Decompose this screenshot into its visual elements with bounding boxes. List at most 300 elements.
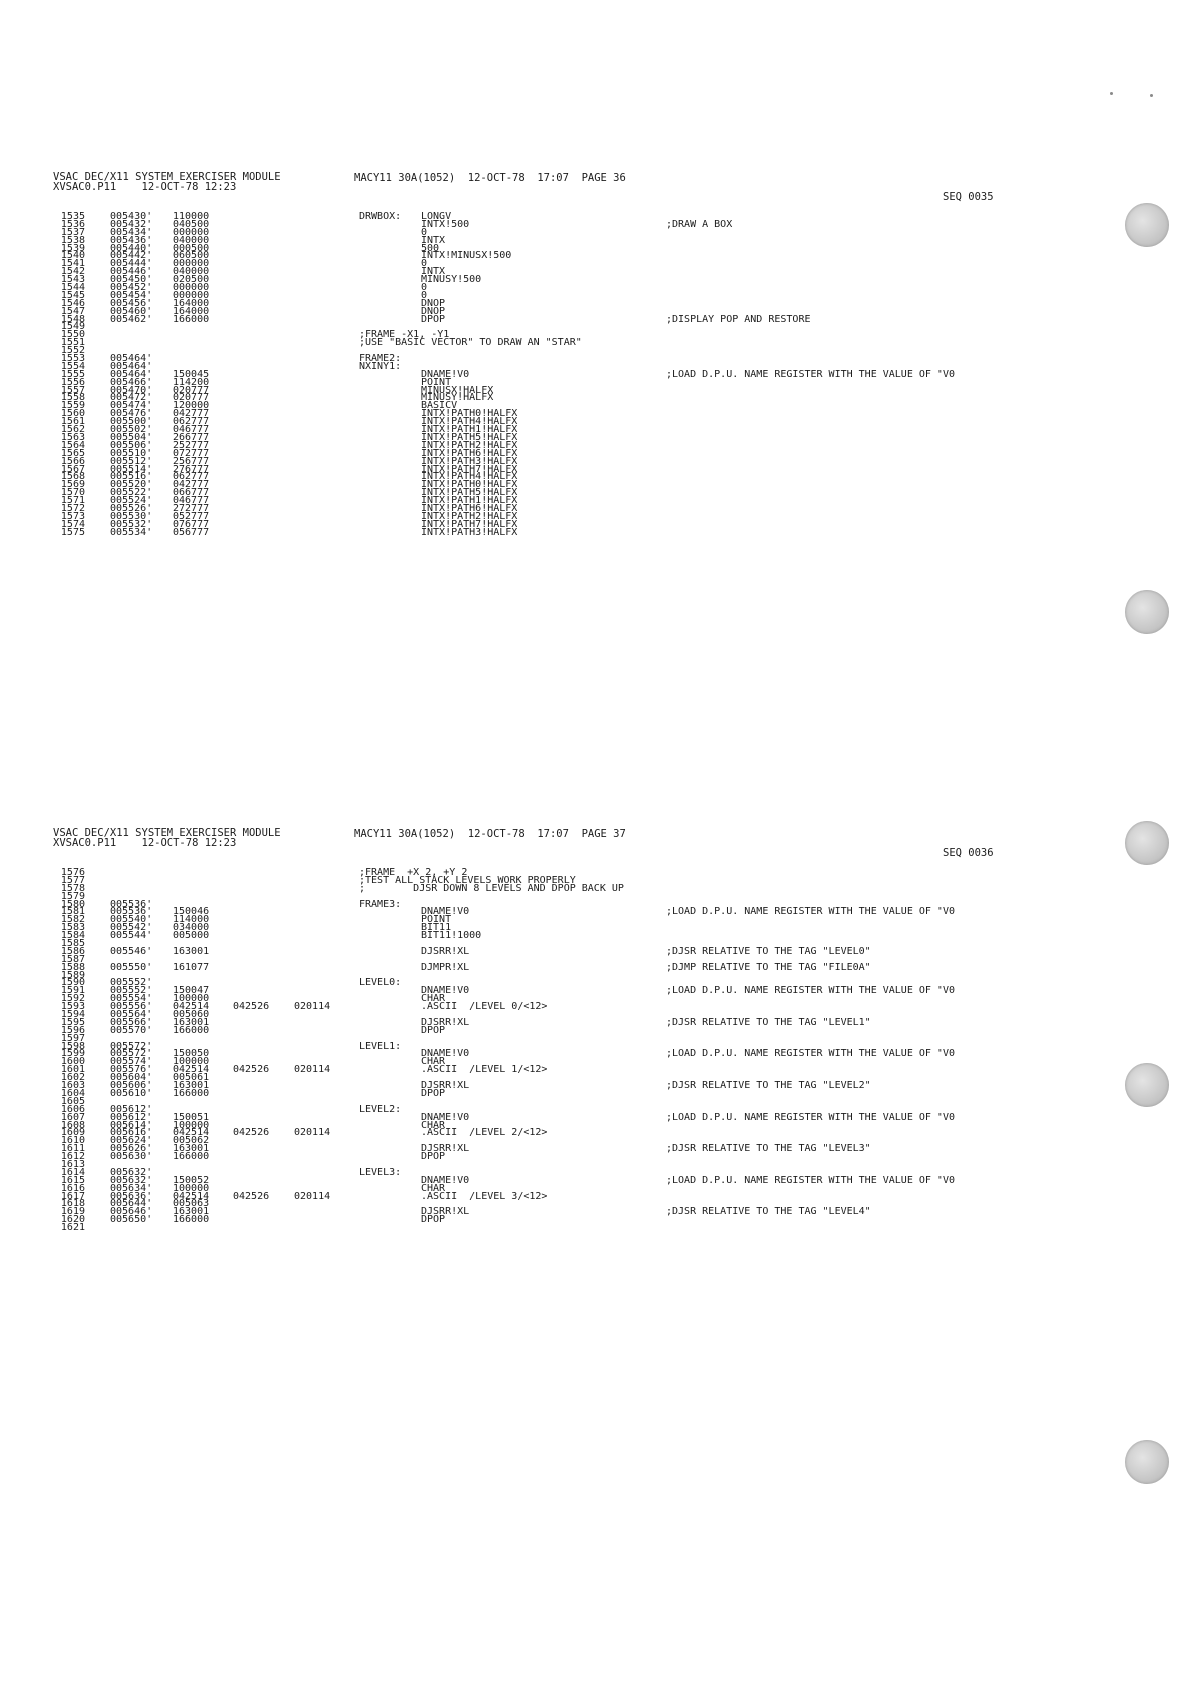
octal-word-2: 042526 (233, 1190, 270, 1202)
octal-word: 040000 (173, 234, 210, 246)
operand: DPOP (421, 1151, 446, 1163)
line-number: 1566 (60, 455, 85, 467)
listing-line (0, 932, 1190, 940)
line-number: 1576 (60, 867, 85, 878)
octal-word: 046777 (173, 424, 210, 436)
punch-hole (1125, 1063, 1169, 1107)
sequence-number: SEQ 0036 (943, 847, 994, 859)
address: 005634' (110, 1182, 153, 1194)
octal-word: 110000 (173, 211, 210, 222)
octal-word: 005060 (173, 1009, 210, 1021)
line-number: 1551 (60, 337, 85, 349)
listing-line (0, 347, 1190, 355)
code-listing (0, 213, 1190, 537)
octal-word-3: 020114 (294, 1190, 331, 1202)
line-number: 1571 (60, 495, 85, 507)
operand: INTX!PATH7!HALFX (421, 463, 518, 475)
line-number: 1558 (60, 392, 85, 404)
line-number: 1564 (60, 439, 85, 451)
line-number: 1563 (60, 431, 85, 443)
line-number: 1572 (60, 502, 85, 514)
octal-word: 034000 (173, 922, 210, 934)
operand: CHAR (421, 1182, 446, 1194)
listing-line (0, 1087, 1190, 1099)
octal-word: 163001 (173, 1143, 210, 1155)
operand: .ASCII /LEVEL 1/<12> (421, 1064, 548, 1076)
operand: CHAR (421, 1119, 446, 1131)
operand: INTX!500 (421, 218, 470, 230)
octal-word: 164000 (173, 305, 210, 317)
address: 005440' (110, 242, 153, 254)
line-number: 1582 (60, 914, 85, 926)
line-number: 1580 (60, 898, 85, 910)
octal-word: 272777 (173, 502, 210, 514)
octal-word: 150050 (173, 1048, 210, 1060)
line-number: 1542 (60, 266, 85, 278)
line-number: 1559 (60, 400, 85, 412)
operand: INTX!PATH1!HALFX (421, 424, 518, 436)
address: 005446' (110, 266, 153, 278)
line-number: 1565 (60, 447, 85, 459)
label: LEVEL2: (359, 1103, 402, 1115)
line-number: 1593 (60, 1001, 85, 1013)
octal-word: 005000 (173, 930, 210, 942)
octal-word: 052777 (173, 510, 210, 522)
address: 005502' (110, 424, 153, 436)
address: 005454' (110, 289, 153, 301)
sequence-number: SEQ 0035 (943, 191, 994, 203)
line-number: 1543 (60, 274, 85, 286)
line-number: 1568 (60, 471, 85, 483)
operand: INTX!PATH5!HALFX (421, 431, 518, 443)
octal-word: 166000 (173, 313, 210, 325)
operand: INTX!PATH3!HALFX (421, 455, 518, 467)
octal-word: 020777 (173, 384, 210, 396)
line-number: 1583 (60, 922, 85, 934)
comment: ;LOAD D.P.U. NAME REGISTER WITH THE VALUE OF "V0 (666, 985, 955, 997)
address: 005444' (110, 258, 153, 270)
address: 005572' (110, 1040, 153, 1052)
address: 005522' (110, 487, 153, 499)
address: 005570' (110, 1024, 153, 1036)
operand: 0 (421, 282, 428, 294)
operand: POINT (421, 376, 452, 388)
line-number: 1549 (60, 321, 85, 333)
line-number: 1620 (60, 1214, 85, 1226)
header-title: VSAC DEC/X11 SYSTEM EXERCISER MODULE (53, 827, 281, 839)
line-number: 1601 (60, 1064, 85, 1076)
octal-word: 005062 (173, 1135, 210, 1147)
octal-word: 114000 (173, 914, 210, 926)
operand: BIT11!1000 (421, 930, 482, 942)
listing-line (0, 331, 1190, 339)
operand: DNAME!V0 (421, 985, 470, 997)
listing-line (0, 1032, 1190, 1044)
listing-line (0, 526, 1190, 538)
line-number: 1596 (60, 1024, 85, 1036)
operand: DJSRR!XL (421, 1016, 470, 1028)
operand: DPOP (421, 1214, 446, 1226)
address: 005576' (110, 1064, 153, 1076)
line-number: 1579 (60, 890, 85, 902)
octal-word: 020500 (173, 274, 210, 286)
line-number: 1578 (60, 882, 85, 894)
address: 005614' (110, 1119, 153, 1131)
address: 005542' (110, 922, 153, 934)
operand: .ASCII /LEVEL 0/<12> (421, 1001, 548, 1013)
octal-word: 150051 (173, 1111, 210, 1123)
operand: INTX!PATH0!HALFX (421, 479, 518, 491)
operand: MINUSX!HALFX (421, 384, 494, 396)
listing-line (0, 355, 1190, 363)
octal-word: 072777 (173, 447, 210, 459)
address: 005462' (110, 313, 153, 325)
octal-word: 266777 (173, 431, 210, 443)
line-number: 1539 (60, 242, 85, 254)
line-number: 1555 (60, 368, 85, 380)
listing-line (0, 969, 1190, 981)
line-number: 1604 (60, 1087, 85, 1099)
address: 005532' (110, 518, 153, 530)
listing-line (0, 1024, 1190, 1036)
address: 005646' (110, 1206, 153, 1218)
operand: DJMPR!XL (421, 961, 470, 973)
line-number: 1546 (60, 297, 85, 309)
line-number: 1608 (60, 1119, 85, 1131)
octal-word: 000500 (173, 242, 210, 254)
address: 005612' (110, 1111, 153, 1123)
line-number: 1537 (60, 226, 85, 238)
comment: ;DISPLAY POP AND RESTORE (666, 313, 811, 325)
octal-word: 166000 (173, 1214, 210, 1226)
address: 005546' (110, 945, 153, 957)
octal-word: 161077 (173, 961, 210, 973)
punch-hole (1125, 590, 1169, 634)
listing-line (0, 882, 1190, 894)
octal-word: 040000 (173, 266, 210, 278)
line-number: 1594 (60, 1009, 85, 1021)
address: 005476' (110, 408, 153, 420)
operand: .ASCII /LEVEL 2/<12> (421, 1127, 548, 1139)
address: 005534' (110, 526, 153, 538)
label: LEVEL1: (359, 1040, 402, 1052)
address: 005564' (110, 1009, 153, 1021)
line-number: 1611 (60, 1143, 85, 1155)
listing-line (0, 1158, 1190, 1170)
address: 005630' (110, 1151, 153, 1163)
octal-word: 060500 (173, 250, 210, 262)
octal-word: 256777 (173, 455, 210, 467)
operand: 500 (421, 242, 440, 254)
address: 005450' (110, 274, 153, 286)
address: 005626' (110, 1143, 153, 1155)
octal-word: 166000 (173, 1151, 210, 1163)
address: 005510' (110, 447, 153, 459)
line-number: 1614 (60, 1166, 85, 1178)
listing-line (0, 961, 1190, 973)
line-number: 1575 (60, 526, 85, 538)
listing-line (0, 339, 1190, 347)
line-number: 1569 (60, 479, 85, 491)
address: 005650' (110, 1214, 153, 1226)
address: 005554' (110, 993, 153, 1005)
line-number: 1595 (60, 1016, 85, 1028)
address: 005544' (110, 930, 153, 942)
line-number: 1589 (60, 969, 85, 981)
line-number: 1548 (60, 313, 85, 325)
octal-word: 150047 (173, 985, 210, 997)
address: 005434' (110, 226, 153, 238)
comment: ;LOAD D.P.U. NAME REGISTER WITH THE VALUE OF "V0 (666, 1111, 955, 1123)
operand: DPOP (421, 313, 446, 325)
octal-word: 100000 (173, 1119, 210, 1131)
address: 005610' (110, 1087, 153, 1099)
address: 005644' (110, 1198, 153, 1210)
operand: BASICV (421, 400, 458, 412)
address: 005536' (110, 898, 153, 910)
line-number: 1581 (60, 906, 85, 918)
operand: DJSRR!XL (421, 1080, 470, 1092)
address: 005632' (110, 1174, 153, 1186)
operand: INTX!PATH7!HALFX (421, 518, 518, 530)
address: 005612' (110, 1103, 153, 1115)
line-number: 1600 (60, 1056, 85, 1068)
operand: INTX!PATH4!HALFX (421, 471, 518, 483)
address: 005466' (110, 376, 153, 388)
line-number: 1615 (60, 1174, 85, 1186)
line-number: 1597 (60, 1032, 85, 1044)
address: 005636' (110, 1190, 153, 1202)
address: 005436' (110, 234, 153, 246)
header-file: XVSAC0.P11 12-OCT-78 12:23 (53, 837, 237, 849)
line-number: 1570 (60, 487, 85, 499)
address: 005506' (110, 439, 153, 451)
listing-line (0, 1095, 1190, 1107)
octal-word: 163001 (173, 1080, 210, 1092)
listing-line (0, 1216, 1190, 1224)
octal-word: 005061 (173, 1072, 210, 1084)
octal-word: 040500 (173, 218, 210, 230)
address: 005512' (110, 455, 153, 467)
octal-word: 076777 (173, 518, 210, 530)
line-number: 1617 (60, 1190, 85, 1202)
label: FRAME3: (359, 898, 402, 910)
header-assembler: MACY11 30A(1052) 12-OCT-78 17:07 PAGE 37 (354, 828, 626, 840)
comment: ;DJSR RELATIVE TO THE TAG "LEVEL0" (666, 945, 871, 957)
line-number: 1544 (60, 282, 85, 294)
octal-word-2: 042526 (233, 1127, 270, 1139)
label: NXINY1: (359, 360, 402, 372)
comment: ;DRAW A BOX (666, 218, 733, 230)
line-number: 1613 (60, 1158, 85, 1170)
address: 005464' (110, 360, 153, 372)
operand: LONGV (421, 211, 452, 222)
operand: INTX (421, 266, 446, 278)
line-number: 1606 (60, 1103, 85, 1115)
line-number: 1619 (60, 1206, 85, 1218)
listing-line (0, 890, 1190, 902)
address: 005604' (110, 1072, 153, 1084)
operand: DJSRR!XL (421, 1143, 470, 1155)
operand: INTX!PATH4!HALFX (421, 416, 518, 428)
listing-line (0, 869, 1190, 877)
comment: ;DJSR RELATIVE TO THE TAG "LEVEL3" (666, 1143, 871, 1155)
octal-word: 020777 (173, 392, 210, 404)
operand: 0 (421, 289, 428, 301)
octal-word: 252777 (173, 439, 210, 451)
comment: ;LOAD D.P.U. NAME REGISTER WITH THE VALUE OF "V0 (666, 906, 955, 918)
operand: INTX (421, 234, 446, 246)
operand: CHAR (421, 1056, 446, 1068)
line-number: 1585 (60, 938, 85, 950)
punch-hole (1125, 821, 1169, 865)
octal-word: 163001 (173, 1206, 210, 1218)
punch-hole (1125, 203, 1169, 247)
code-listing (0, 869, 1190, 1232)
line-number: 1547 (60, 305, 85, 317)
address: 005632' (110, 1166, 153, 1178)
line-number: 1577 (60, 874, 85, 886)
line-number: 1538 (60, 234, 85, 246)
comment-line: ;FRAME -X1, -Y1 (359, 329, 450, 341)
operand: 0 (421, 258, 428, 270)
line-number: 1540 (60, 250, 85, 262)
operand: INTX!PATH2!HALFX (421, 439, 518, 451)
operand: DJSRR!XL (421, 945, 470, 957)
address: 005432' (110, 218, 153, 230)
line-number: 1545 (60, 289, 85, 301)
line-number: 1586 (60, 945, 85, 957)
octal-word: 042514 (173, 1127, 210, 1139)
octal-word: 000000 (173, 282, 210, 294)
listing-line (0, 945, 1190, 957)
comment: ;DJMP RELATIVE TO THE TAG "FILE0A" (666, 961, 871, 973)
address: 005530' (110, 510, 153, 522)
address: 005556' (110, 1001, 153, 1013)
octal-word: 056777 (173, 526, 210, 538)
address: 005472' (110, 392, 153, 404)
address: 005470' (110, 384, 153, 396)
operand: INTX!PATH6!HALFX (421, 447, 518, 459)
address: 005464' (110, 353, 153, 365)
line-number: 1612 (60, 1151, 85, 1163)
listing-line (0, 323, 1190, 331)
line-number: 1588 (60, 961, 85, 973)
address: 005474' (110, 400, 153, 412)
operand: INTX!PATH1!HALFX (421, 495, 518, 507)
operand: DNAME!V0 (421, 1174, 470, 1186)
octal-word: 150045 (173, 368, 210, 380)
line-number: 1591 (60, 985, 85, 997)
address: 005460' (110, 305, 153, 317)
address: 005456' (110, 297, 153, 309)
octal-word: 166000 (173, 1087, 210, 1099)
address: 005464' (110, 368, 153, 380)
octal-word: 163001 (173, 945, 210, 957)
comment: ;DJSR RELATIVE TO THE TAG "LEVEL1" (666, 1016, 871, 1028)
operand: DNAME!V0 (421, 906, 470, 918)
line-number: 1573 (60, 510, 85, 522)
address: 005526' (110, 502, 153, 514)
octal-word: 120000 (173, 400, 210, 412)
address: 005566' (110, 1016, 153, 1028)
octal-word-2: 042526 (233, 1001, 270, 1013)
line-number: 1541 (60, 258, 85, 270)
operand: INTX!MINUSX!500 (421, 250, 512, 262)
address: 005430' (110, 211, 153, 222)
line-number: 1574 (60, 518, 85, 530)
octal-word: 276777 (173, 463, 210, 475)
line-number: 1598 (60, 1040, 85, 1052)
line-number: 1616 (60, 1182, 85, 1194)
comment: ;LOAD D.P.U. NAME REGISTER WITH THE VALUE OF "V0 (666, 1174, 955, 1186)
operand: INTX!PATH0!HALFX (421, 408, 518, 420)
operand: DNOP (421, 305, 446, 317)
operand: INTX!PATH2!HALFX (421, 510, 518, 522)
address: 005574' (110, 1056, 153, 1068)
address: 005550' (110, 961, 153, 973)
comment: ;LOAD D.P.U. NAME REGISTER WITH THE VALUE OF "V0 (666, 368, 955, 380)
line-number: 1556 (60, 376, 85, 388)
line-number: 1553 (60, 353, 85, 365)
octal-word: 000000 (173, 226, 210, 238)
octal-word: 100000 (173, 1182, 210, 1194)
header-assembler: MACY11 30A(1052) 12-OCT-78 17:07 PAGE 36 (354, 172, 626, 184)
octal-word: 150052 (173, 1174, 210, 1186)
listing-line (0, 1224, 1190, 1232)
address: 005540' (110, 914, 153, 926)
octal-word: 046777 (173, 495, 210, 507)
operand: CHAR (421, 993, 446, 1005)
comment: ;DJSR RELATIVE TO THE TAG "LEVEL4" (666, 1206, 871, 1218)
line-number: 1567 (60, 463, 85, 475)
octal-word: 042777 (173, 479, 210, 491)
header-file: XVSAC0.P11 12-OCT-78 12:23 (53, 181, 237, 193)
address: 005452' (110, 282, 153, 294)
address: 005514' (110, 463, 153, 475)
line-number: 1587 (60, 953, 85, 965)
operand: .ASCII /LEVEL 3/<12> (421, 1190, 548, 1202)
operand: DJSRR!XL (421, 1206, 470, 1218)
line-number: 1536 (60, 218, 85, 230)
line-number: 1562 (60, 424, 85, 436)
operand: DPOP (421, 1024, 446, 1036)
line-number: 1603 (60, 1080, 85, 1092)
address: 005442' (110, 250, 153, 262)
address: 005524' (110, 495, 153, 507)
octal-word: 163001 (173, 1016, 210, 1028)
address: 005504' (110, 431, 153, 443)
comment-line: ;USE "BASIC VECTOR" TO DRAW AN "STAR" (359, 337, 582, 349)
octal-word: 100000 (173, 993, 210, 1005)
operand: INTX!PATH6!HALFX (421, 502, 518, 514)
line-number: 1618 (60, 1198, 85, 1210)
operand: MINUSY!500 (421, 274, 482, 286)
octal-word: 000000 (173, 258, 210, 270)
line-number: 1599 (60, 1048, 85, 1060)
octal-word: 042777 (173, 408, 210, 420)
operand: DNAME!V0 (421, 368, 470, 380)
octal-word: 100000 (173, 1056, 210, 1068)
operand: DNAME!V0 (421, 1048, 470, 1060)
octal-word: 164000 (173, 297, 210, 309)
comment: ;LOAD D.P.U. NAME REGISTER WITH THE VALUE OF "V0 (666, 1048, 955, 1060)
octal-word-3: 020114 (294, 1127, 331, 1139)
comment: ;DJSR RELATIVE TO THE TAG "LEVEL2" (666, 1080, 871, 1092)
scan-speck (1150, 94, 1153, 97)
address: 005606' (110, 1080, 153, 1092)
address: 005516' (110, 471, 153, 483)
